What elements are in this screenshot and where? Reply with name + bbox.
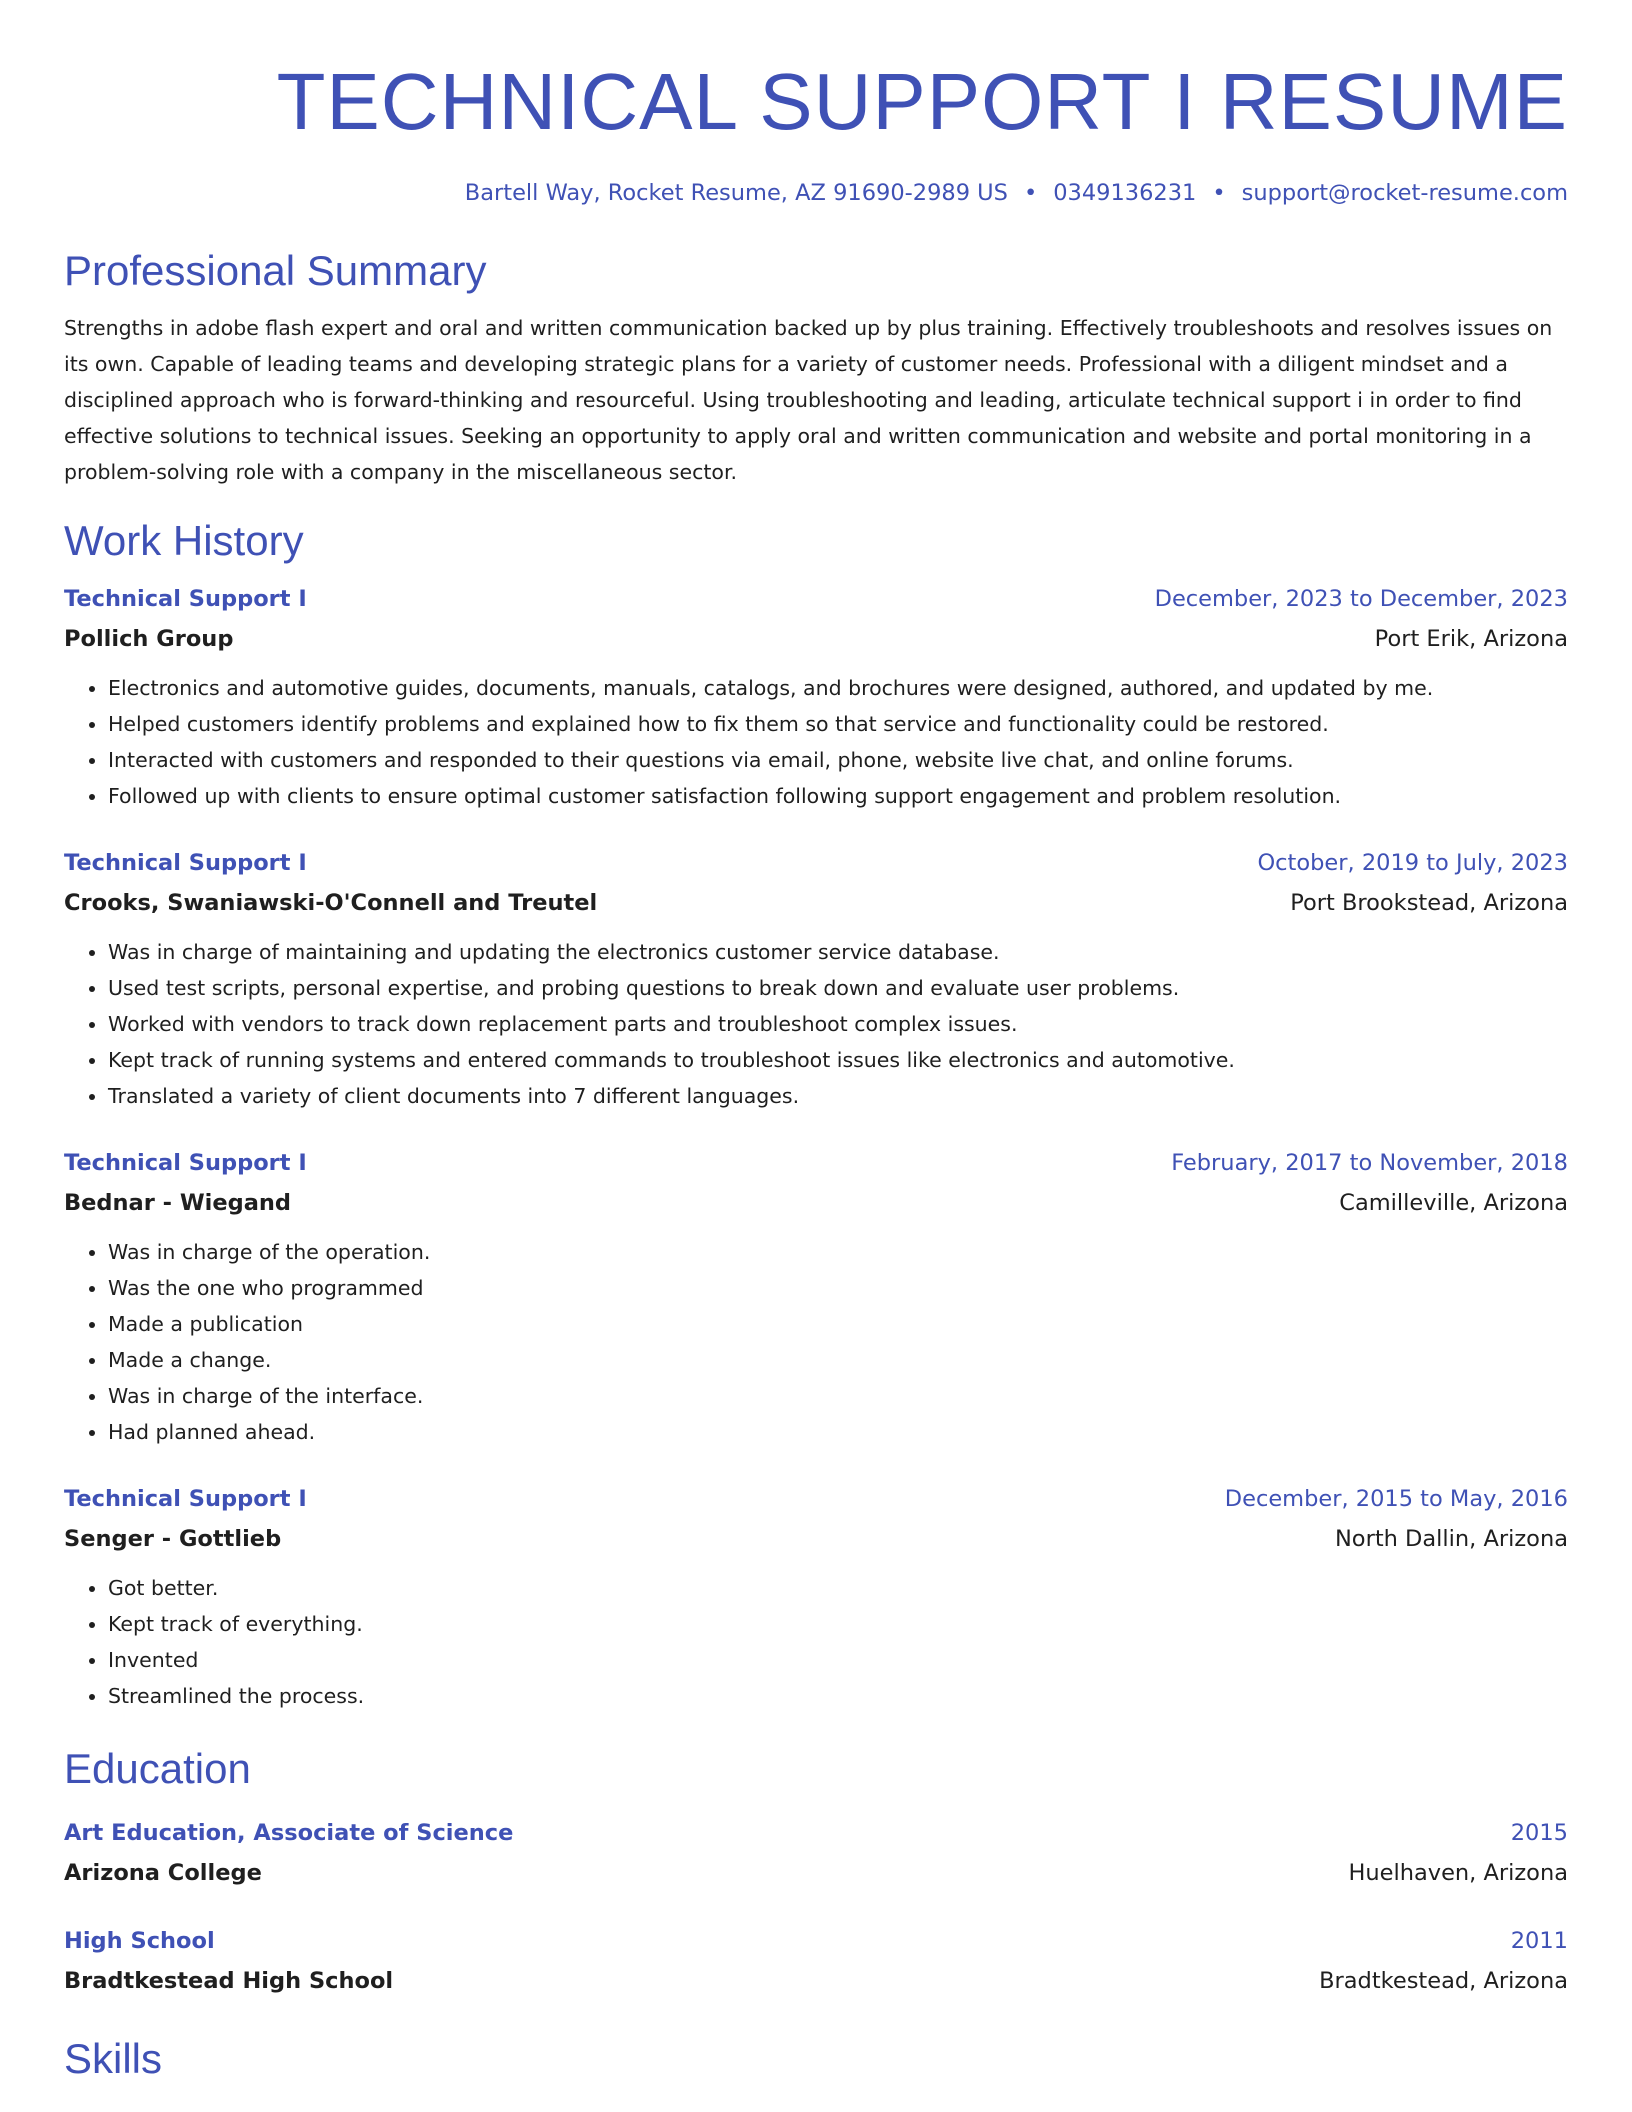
job-duties (64, 670, 1568, 814)
job-title: Technical Support I (64, 850, 307, 876)
education-location: Huelhaven, Arizona (1348, 1860, 1568, 1886)
duty-item: • Made a change. (108, 1342, 1568, 1378)
duty-item: • Was in charge of the interface. (108, 1378, 1568, 1414)
work-history-heading: Work History (64, 517, 304, 564)
contact-separator: • (1023, 180, 1038, 206)
education-year: 2011 (1510, 1928, 1568, 1954)
duty-item: • Used test scripts, personal expertise, and probing questions to break down and evaluate user problems. (108, 970, 1568, 1006)
job-entry (64, 1148, 1568, 1450)
education-school: Bradtkestead High School (64, 1968, 394, 1994)
education-entry (64, 1818, 1568, 1888)
contact-separator: • (1212, 180, 1226, 206)
job-location: Port Erik, Arizona (1374, 626, 1568, 652)
duty-item: • Helped customers identify problems and explained how to fix them so that service and functionality could be restored. (108, 706, 1568, 742)
duty-item: • Got better. (108, 1570, 1568, 1606)
education-year: 2015 (1510, 1820, 1568, 1846)
job-entry (64, 848, 1568, 1114)
job-title: Technical Support I (64, 1150, 307, 1176)
job-company: Pollich Group (64, 626, 234, 652)
duty-item: • Had planned ahead. (108, 1414, 1568, 1450)
duty-item: • Invented (108, 1642, 1568, 1678)
duty-item: • Worked with vendors to track down replacement parts and troubleshoot complex issues. (108, 1006, 1568, 1042)
education-org (64, 1858, 1568, 1888)
job-dates: December, 2023 to December, 2023 (1154, 586, 1568, 612)
job-duties (64, 1570, 1568, 1714)
job-duties (64, 1234, 1568, 1450)
duty-item: • Kept track of everything. (108, 1606, 1568, 1642)
education-heading: Education (64, 1745, 251, 1792)
job-org (64, 624, 1568, 654)
duty-item: • Made a publication (108, 1306, 1568, 1342)
job-dates: October, 2019 to July, 2023 (1257, 850, 1568, 876)
duty-item: • Was in charge of maintaining and updating the electronics customer service database. (108, 934, 1568, 970)
job-org (64, 1524, 1568, 1554)
education-header (64, 1926, 1568, 1956)
job-company: Crooks, Swaniawski-O'Connell and Treutel (64, 890, 598, 916)
contact-line (64, 178, 1568, 208)
job-title: Technical Support I (64, 1486, 307, 1512)
job-dates: February, 2017 to November, 2018 (1171, 1150, 1568, 1176)
skills-heading: Skills (64, 2035, 163, 2082)
job-header (64, 584, 1568, 614)
job-org (64, 1188, 1568, 1218)
job-company: Senger - Gottlieb (64, 1526, 282, 1552)
education-degree: High School (64, 1928, 215, 1954)
duty-item: • Streamlined the process. (108, 1678, 1568, 1714)
job-header (64, 1484, 1568, 1514)
education-entry (64, 1926, 1568, 1996)
summary-heading: Professional Summary (64, 247, 487, 294)
duty-item: • Interacted with customers and responded to their questions via email, phone, website live chat, and online forums. (108, 742, 1568, 778)
contact-phone: 0349136231 (1053, 180, 1197, 206)
duty-item: • Kept track of running systems and entered commands to troubleshoot issues like electronics and automotive. (108, 1042, 1568, 1078)
duty-item: • Was the one who programmed (108, 1270, 1568, 1306)
contact-address: Bartell Way, Rocket Resume, AZ 91690-2989 US (464, 180, 1008, 206)
duty-item: • Followed up with clients to ensure optimal customer satisfaction following support engagement and problem resolution. (108, 778, 1568, 814)
education-school: Arizona College (64, 1860, 262, 1886)
education-org (64, 1966, 1568, 1996)
resume-page (64, 0, 1568, 2084)
job-header (64, 848, 1568, 878)
duty-item: • Electronics and automotive guides, documents, manuals, catalogs, and brochures were designed, authored, and updated by me. (108, 670, 1568, 706)
job-header (64, 1148, 1568, 1178)
duty-item: • Translated a variety of client documents into 7 different languages. (108, 1078, 1568, 1114)
job-location: Port Brookstead, Arizona (1290, 890, 1568, 916)
summary-text: Strengths in adobe flash expert and oral and written communication backed up by plus training. Effectively troubleshoots and resolves issues on its own. Capable of leading teams and developing strategic plans for a variety of customer needs. Professional with a diligent mindset and a disciplined approach who is forward-thinking and resourceful. Using troubleshooting and leading, articulate technical support i in order to find effective solutions to technical issues. Seeking an opportunity to apply oral and written communication and website and portal monitoring in a problem-solving role with a company in the miscellaneous sector. (64, 316, 1553, 484)
job-company: Bednar - Wiegand (64, 1190, 292, 1216)
job-dates: December, 2015 to May, 2016 (1224, 1486, 1568, 1512)
job-duties (64, 934, 1568, 1114)
duty-item: • Was in charge of the operation. (108, 1234, 1568, 1270)
job-title: Technical Support I (64, 586, 307, 612)
resume-title: TECHNICAL SUPPORT I RESUME (276, 57, 1568, 146)
contact-email: support@rocket-resume.com (1241, 180, 1568, 206)
education-degree: Art Education, Associate of Science (64, 1820, 514, 1846)
job-entry (64, 584, 1568, 814)
job-org (64, 888, 1568, 918)
job-location: Camilleville, Arizona (1339, 1190, 1568, 1216)
job-location: North Dallin, Arizona (1334, 1526, 1568, 1552)
job-entry (64, 1484, 1568, 1714)
education-header (64, 1818, 1568, 1848)
education-location: Bradtkestead, Arizona (1319, 1968, 1568, 1994)
